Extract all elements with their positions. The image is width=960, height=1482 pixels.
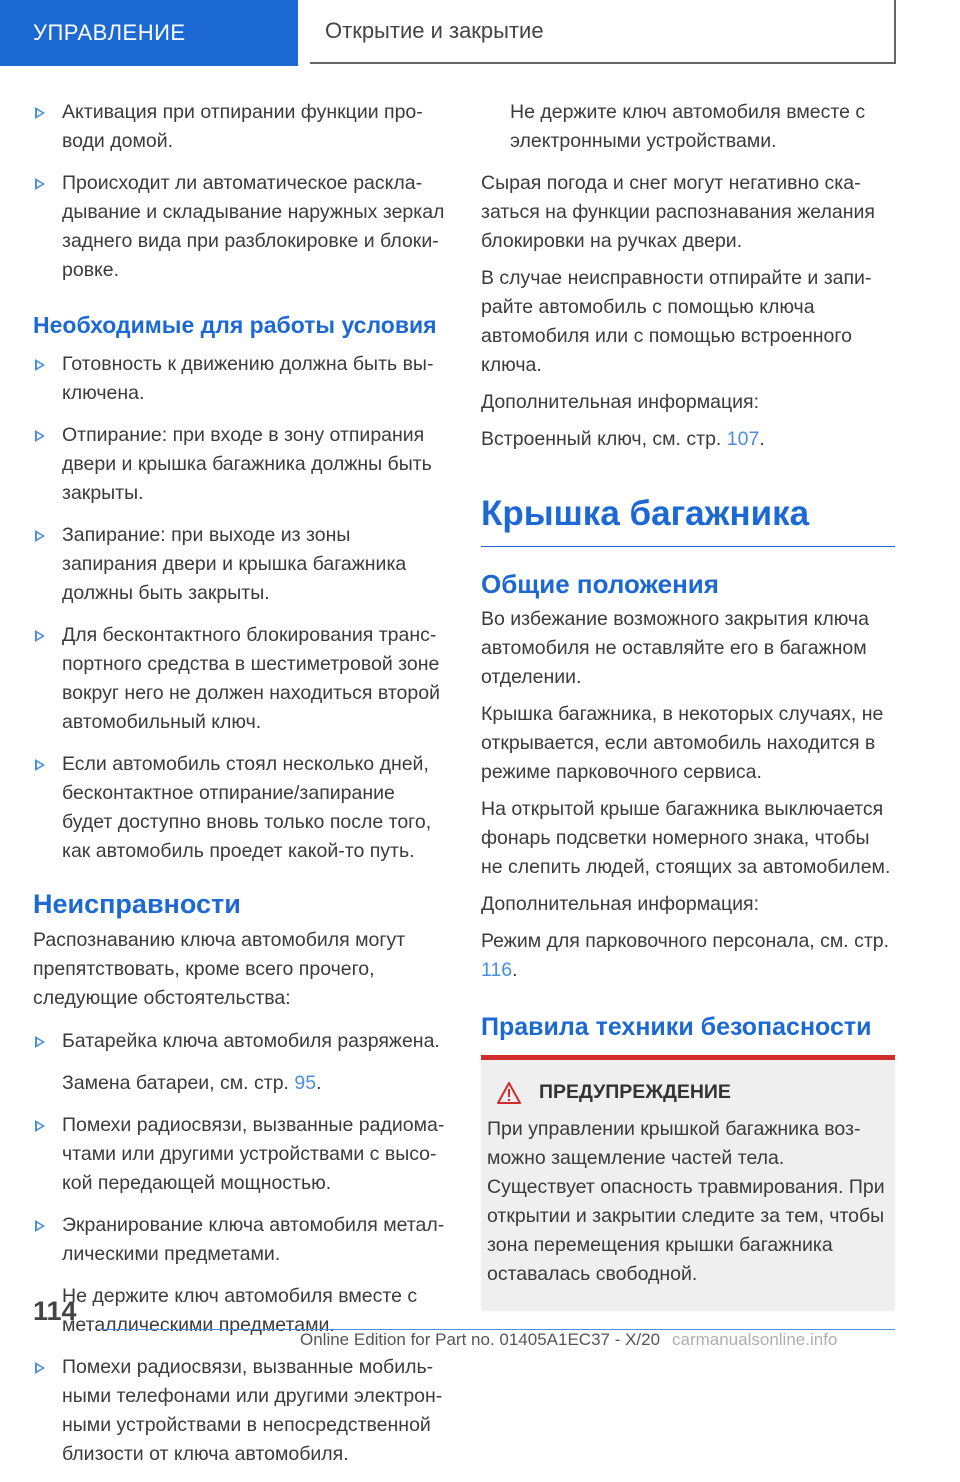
list-item: Помехи радиосвязи, вызванные мобильными телефонами или другими электронными устройствами в непосредственной близости от ключа автомобиля. <box>33 1353 446 1469</box>
triangle-bullet-icon <box>35 630 45 642</box>
triangle-bullet-icon <box>35 107 45 119</box>
triangle-bullet-icon <box>35 359 45 371</box>
paragraph: Режим для парковочного персонала, см. стр. 116. <box>481 930 890 981</box>
left-column <box>33 98 446 1482</box>
chapter-title: Открытие и закрытие <box>310 0 896 64</box>
right-column <box>481 98 895 1311</box>
triangle-bullet-icon <box>35 530 45 542</box>
list-item: Помехи радиосвязи, вызванные радиомачтами или другими устройствами с высокой передающей мощностью. <box>33 1111 446 1198</box>
heading-safety: Правила техники безопасности <box>481 1013 872 1041</box>
list-item: Отпирание: при входе в зону отпирания двери и крышка багажника должны быть закрыты. <box>33 421 446 508</box>
triangle-bullet-icon <box>35 430 45 442</box>
paragraph: В случае неисправности отпирайте и запирайте автомобиль с помощью ключа автомобиля или с помощью встроенного ключа. <box>481 267 872 376</box>
heading-conditions: Необходимые для работы условия <box>33 312 437 338</box>
paragraph: Встроенный ключ, см. стр. 107. <box>481 428 765 450</box>
triangle-bullet-icon <box>35 759 45 771</box>
watermark: carmanualsonline.info <box>672 1330 838 1349</box>
list-item: Активация при отпирании функции проводи домой. <box>33 98 446 156</box>
triangle-bullet-icon <box>35 1220 45 1232</box>
list-item: Экранирование ключа автомобиля металлическими предметами. <box>33 1211 446 1269</box>
warning-triangle-icon <box>497 1082 521 1104</box>
triangle-bullet-icon <box>35 1120 45 1132</box>
triangle-bullet-icon <box>35 1036 45 1048</box>
list-item: Происходит ли автоматическое раскладывание и складывание наружных зеркал заднего вида при разблокировке и блокировке. <box>33 169 446 285</box>
list-item: Если автомобиль стоял несколько дней, бесконтактное отпирание/запирание будет доступно вновь только после того, как автомобиль проедет какой-то путь. <box>33 750 446 866</box>
sub-paragraph: Замена батареи, см. стр. 95. <box>62 1072 322 1094</box>
sub-paragraph: Не держите ключ автомобиля вместе с металлическими предметами. <box>62 1285 418 1336</box>
heading-faults: Неисправности <box>33 889 241 919</box>
list-item: Батарейка ключа автомобиля разряжена. <box>33 1027 446 1056</box>
section-tab[interactable]: УПРАВЛЕНИЕ <box>0 0 298 66</box>
triangle-bullet-icon <box>35 1362 45 1374</box>
triangle-bullet-icon <box>35 178 45 190</box>
page-number: 114 <box>33 1296 77 1326</box>
page-link[interactable]: 107 <box>726 428 760 450</box>
paragraph: Сырая погода и снег могут негативно сказаться на функции распознавания желания блокировки на ручках двери. <box>481 172 875 252</box>
paragraph: Дополнительная информация: <box>481 893 760 915</box>
list-item: Запирание: при выходе из зоны запирания двери и крышка багажника должны быть закрыты. <box>33 521 446 608</box>
warning-text: При управлении крышкой багажника возможно защемление частей тела. Существует опасность травмирования. При открытии и закрытии следите за тем, чтобы зона перемещения крышки багажника оставалась свободной. <box>487 1118 885 1285</box>
page-link[interactable]: 116 <box>481 959 513 981</box>
list-item: Готовность к движению должна быть выключена. <box>33 350 446 408</box>
warning-title: ПРЕДУПРЕЖДЕНИЕ <box>487 1078 885 1107</box>
paragraph: Крышка багажника, в некоторых случаях, не открывается, если автомобиль находится в режиме парковочного сервиса. <box>481 703 884 783</box>
warning-box <box>481 1055 895 1311</box>
paragraph: На открытой крыше багажника выключается фонарь подсветки номерного знака, чтобы не слепить людей, стоящих за автомобилем. <box>481 798 891 878</box>
heading-general: Общие положения <box>481 569 719 599</box>
heading-trunk-lid: Крышка багажника <box>481 462 895 547</box>
list-item: Для бесконтактного блокирования транспортного средства в шестиметровой зоне вокруг него не должен находиться второй автомобильный ключ. <box>33 621 446 737</box>
sub-paragraph: Не держите ключ автомобиля вместе с электронными устройствами. <box>510 101 866 152</box>
page-link[interactable]: 95 <box>294 1072 317 1094</box>
faults-intro: Распознаванию ключа автомобиля могут препятствовать, кроме всего прочего, следующие обстоятельства: <box>33 929 406 1009</box>
paragraph: Во избежание возможного закрытия ключа автомобиля не оставляйте его в багажном отделении. <box>481 608 869 688</box>
paragraph: Дополнительная информация: <box>481 391 760 413</box>
footer-edition: Online Edition for Part no. 01405A1EC37 - X/20 <box>300 1330 661 1349</box>
page-header <box>0 0 960 66</box>
